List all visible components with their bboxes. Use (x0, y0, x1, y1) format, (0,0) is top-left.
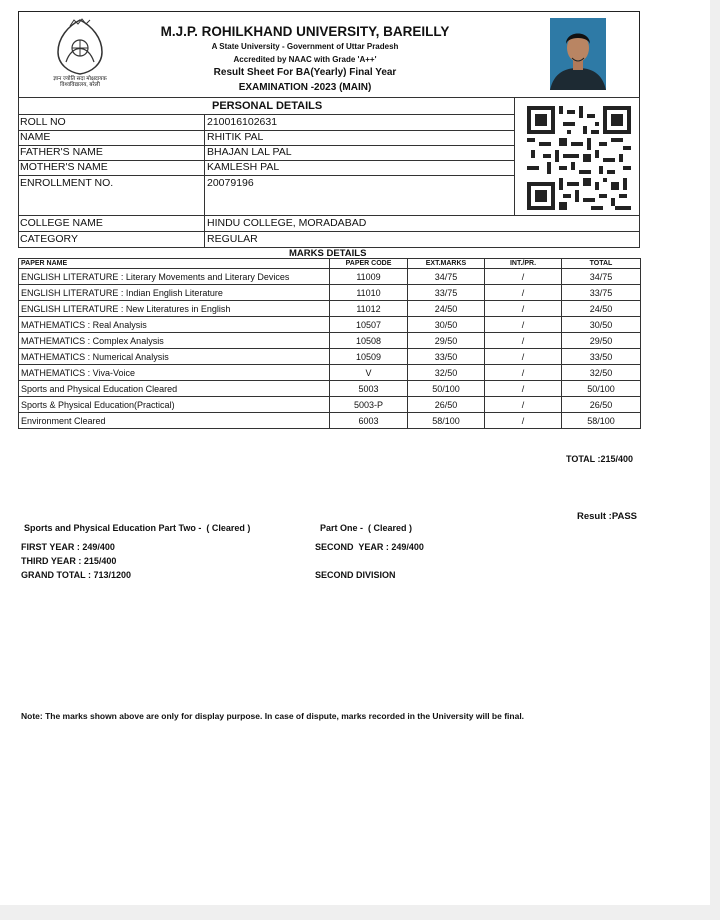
grand-total: GRAND TOTAL : 713/1200 (21, 570, 132, 580)
university-status: A State University - Government of Uttar Pradesh (211, 42, 399, 51)
ext-marks: 50/100 (408, 381, 485, 397)
table-row (19, 301, 641, 317)
paper-code: V (330, 365, 408, 381)
father-name-value: BHAJAN LAL PAL (207, 146, 292, 158)
int-pr: / (485, 413, 562, 429)
paper-name: Environment Cleared (19, 413, 330, 429)
table-row (19, 397, 641, 413)
accreditation: Accredited by NAAC with Grade 'A++' (233, 55, 377, 64)
qr-code-icon (527, 106, 631, 210)
enrollment-no-value: 20079196 (207, 177, 254, 189)
table-row (19, 349, 641, 365)
name-label: NAME (20, 131, 51, 143)
college-name-value: HINDU COLLEGE, MORADABAD (207, 217, 367, 229)
total: 50/100 (562, 381, 641, 397)
table-row (19, 333, 641, 349)
paper-name: ENGLISH LITERATURE : Literary Movements and Literary Devices (19, 269, 330, 285)
col-ext-marks: EXT.MARKS (408, 259, 485, 269)
table-row (19, 285, 641, 301)
table-row (19, 317, 641, 333)
ext-marks: 29/50 (408, 333, 485, 349)
table-row (19, 413, 641, 429)
mother-name-value: KAMLESH PAL (207, 161, 280, 173)
paper-code: 6003 (330, 413, 408, 429)
student-photo (550, 18, 606, 90)
ext-marks: 33/50 (408, 349, 485, 365)
examination-title: EXAMINATION -2023 (MAIN) (238, 82, 372, 93)
col-paper-name: PAPER NAME (19, 259, 330, 269)
int-pr: / (485, 269, 562, 285)
roll-no-label: ROLL NO (20, 116, 66, 128)
part-one-status: Part One - ( Cleared ) (320, 523, 413, 533)
paper-name: Sports and Physical Education Cleared (19, 381, 330, 397)
marks-table (18, 258, 641, 429)
ext-marks: 58/100 (408, 413, 485, 429)
int-pr: / (485, 349, 562, 365)
ext-marks: 32/50 (408, 365, 485, 381)
paper-name: MATHEMATICS : Complex Analysis (19, 333, 330, 349)
enrollment-no-label: ENROLLMENT NO. (20, 177, 114, 189)
int-pr: / (485, 397, 562, 413)
total: 33/75 (562, 285, 641, 301)
category-label: CATEGORY (20, 233, 78, 245)
paper-code: 10507 (330, 317, 408, 333)
paper-name: MATHEMATICS : Numerical Analysis (19, 349, 330, 365)
table-row (19, 381, 641, 397)
total: 24/50 (562, 301, 641, 317)
table-row (19, 269, 641, 285)
personal-details-title: PERSONAL DETAILS (212, 100, 323, 112)
total: 30/50 (562, 317, 641, 333)
university-name: M.J.P. ROHILKHAND UNIVERSITY, BAREILLY (160, 24, 450, 39)
paper-name: ENGLISH LITERATURE : New Literatures in English (19, 301, 330, 317)
ext-marks: 33/75 (408, 285, 485, 301)
paper-code: 11012 (330, 301, 408, 317)
paper-code: 10509 (330, 349, 408, 365)
college-name-label: COLLEGE NAME (20, 217, 103, 229)
paper-name: MATHEMATICS : Real Analysis (19, 317, 330, 333)
int-pr: / (485, 365, 562, 381)
total: 58/100 (562, 413, 641, 429)
total: 32/50 (562, 365, 641, 381)
paper-name: Sports & Physical Education(Practical) (19, 397, 330, 413)
ext-marks: 26/50 (408, 397, 485, 413)
total: 29/50 (562, 333, 641, 349)
int-pr: / (485, 317, 562, 333)
division: SECOND DIVISION (315, 570, 396, 580)
ext-marks: 30/50 (408, 317, 485, 333)
second-year-marks: SECOND YEAR : 249/400 (315, 542, 424, 552)
father-name-label: FATHER'S NAME (20, 146, 103, 158)
col-paper-code: PAPER CODE (330, 259, 408, 269)
paper-code: 5003-P (330, 397, 408, 413)
total: 34/75 (562, 269, 641, 285)
first-year-marks: FIRST YEAR : 249/400 (21, 542, 115, 552)
total: 33/50 (562, 349, 641, 365)
result-sheet-title: Result Sheet For BA(Yearly) Final Year (213, 67, 397, 78)
emblem-motto: ज्ञान ज्योति सदा मोक्षदायक विश्वविद्यालय, बरेली (53, 76, 107, 88)
int-pr: / (485, 301, 562, 317)
category-value: REGULAR (207, 233, 258, 245)
paper-code: 11010 (330, 285, 408, 301)
marks-header-row (19, 259, 641, 269)
col-total: TOTAL (562, 259, 641, 269)
roll-no-value: 210016102631 (207, 116, 278, 128)
int-pr: / (485, 285, 562, 301)
disclaimer-note: Note: The marks shown above are only for display purpose. In case of dispute, marks recorded in the University will be final. (21, 711, 525, 721)
paper-name: MATHEMATICS : Viva-Voice (19, 365, 330, 381)
result-status: Result :PASS (577, 511, 638, 522)
marks-details-title: MARKS DETAILS (289, 248, 367, 259)
paper-code: 10508 (330, 333, 408, 349)
total: 26/50 (562, 397, 641, 413)
col-int-pr: INT./PR. (485, 259, 562, 269)
int-pr: / (485, 381, 562, 397)
ext-marks: 24/50 (408, 301, 485, 317)
int-pr: / (485, 333, 562, 349)
paper-code: 5003 (330, 381, 408, 397)
paper-code: 11009 (330, 269, 408, 285)
mother-name-label: MOTHER'S NAME (20, 161, 108, 173)
paper-name: ENGLISH LITERATURE : Indian English Literature (19, 285, 330, 301)
name-value: RHITIK PAL (207, 131, 264, 143)
total-marks: TOTAL :215/400 (566, 454, 634, 464)
ext-marks: 34/75 (408, 269, 485, 285)
third-year-marks: THIRD YEAR : 215/400 (21, 556, 117, 566)
sports-part-two: Sports and Physical Education Part Two - ( Cleared ) (24, 523, 251, 533)
table-row (19, 365, 641, 381)
